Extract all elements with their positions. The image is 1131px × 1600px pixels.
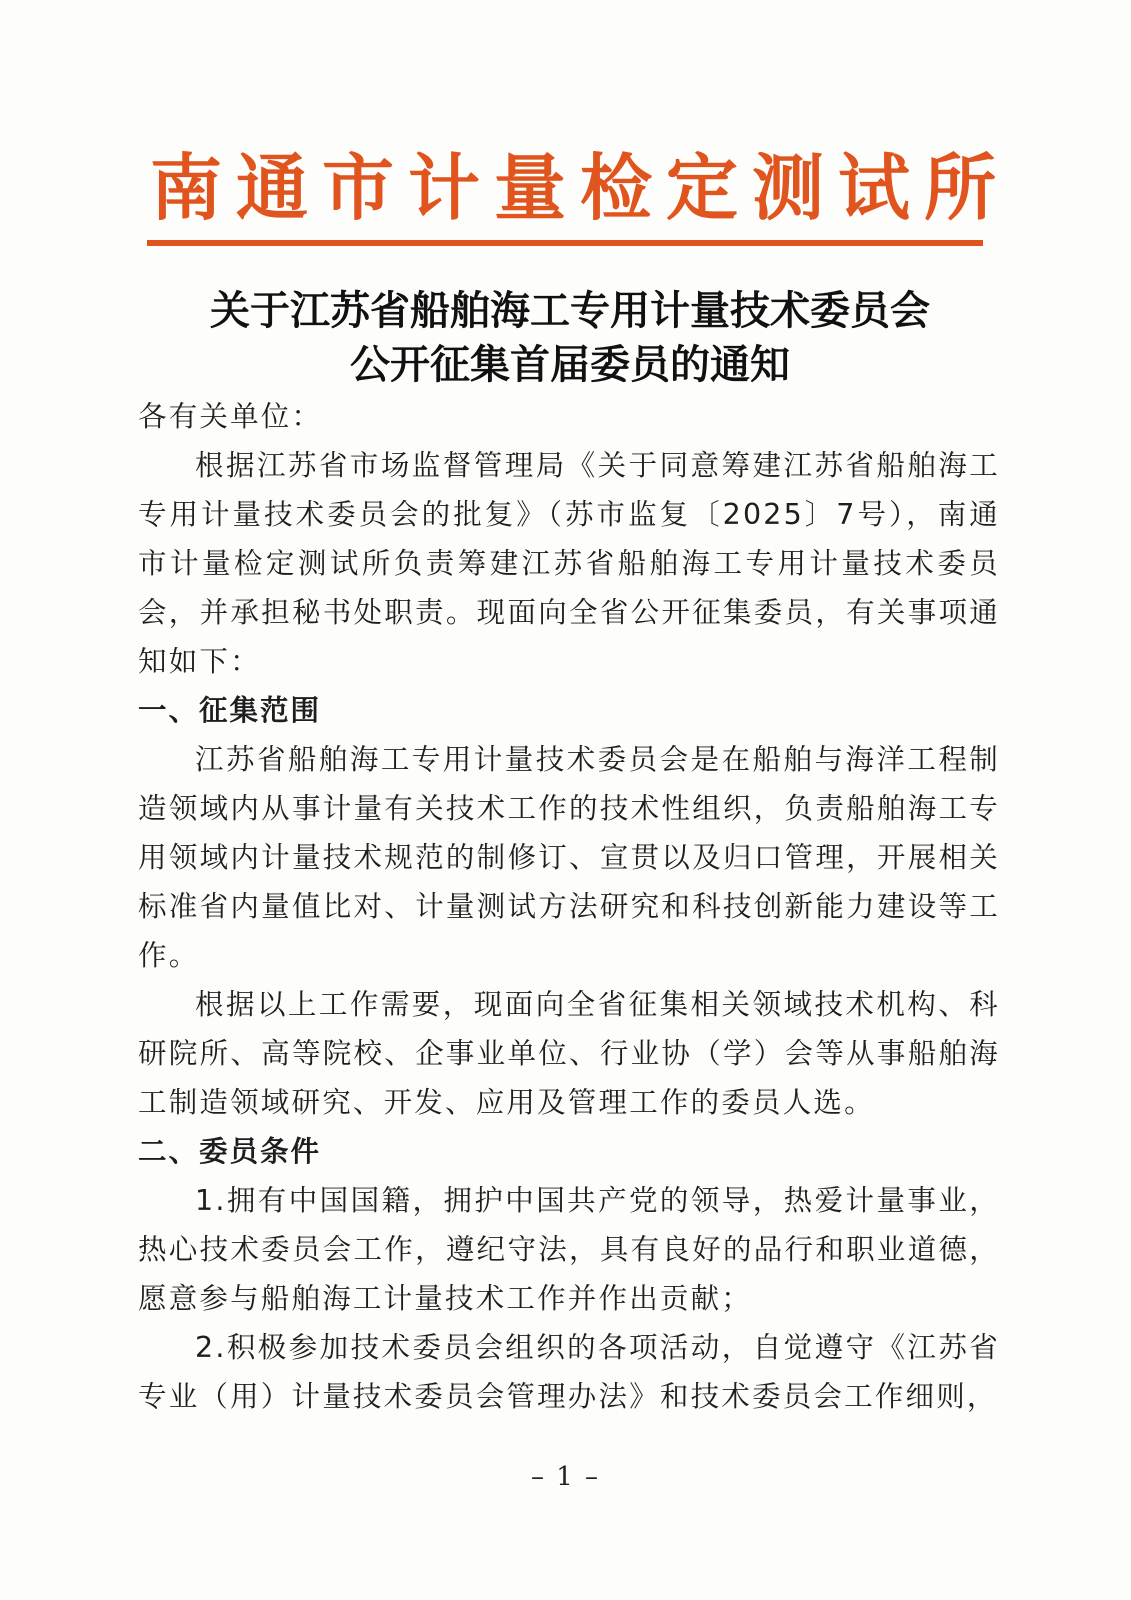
section-heading-scope: 一、征集范围 (138, 694, 322, 727)
intro-paragraph: 根据江苏省市场监督管理局《关于同意筹建江苏省船舶海工专用计量技术委员会的批复》（苏市监复〔2025〕7号），南通市计量检定测试所负责筹建江苏省船舶海工专用计量技术委员会，并承担秘书处职责。现面向全省公开征集委员，有关事项通知如下： (138, 449, 1000, 678)
conditions-paragraph-2: 2.积极参加技术委员会组织的各项活动，自觉遵守《江苏省专业（用）计量技术委员会管理办法》和技术委员会工作细则， (138, 1331, 1000, 1413)
scope-paragraph-1: 江苏省船舶海工专用计量技术委员会是在船舶与海洋工程制造领域内从事计量有关技术工作的技术性组织，负责船舶海工专用领域内计量技术规范的制修订、宣贯以及归口管理，开展相关标准省内量值比对、计量测试方法研究和科技创新能力建设等工作。 (138, 743, 1000, 972)
org-masthead: 南通市计量检定测试所 (150, 145, 1011, 230)
document-title (120, 284, 1020, 392)
conditions-paragraph-1: 1.拥有中国国籍，拥护中国共产党的领导，热爱计量事业，热心技术委员会工作，遵纪守法，具有良好的品行和职业道德，愿意参与船舶海工计量技术工作并作出贡献； (138, 1184, 1000, 1315)
section-heading-conditions: 二、委员条件 (138, 1135, 322, 1168)
page-number: – 1 – (530, 1462, 601, 1492)
masthead-red-rule (147, 240, 983, 246)
scope-paragraph-2: 根据以上工作需要，现面向全省征集相关领域技术机构、科研院所、高等院校、企事业单位、行业协（学）会等从事船舶海工制造领域研究、开发、应用及管理工作的委员人选。 (138, 988, 1000, 1119)
document-title-line-2: 公开征集首届委员的通知 (350, 341, 790, 388)
document-body (138, 392, 1000, 1421)
document-title-line-1: 关于江苏省船舶海工专用计量技术委员会 (210, 287, 930, 334)
salutation: 各有关单位： (138, 400, 323, 433)
